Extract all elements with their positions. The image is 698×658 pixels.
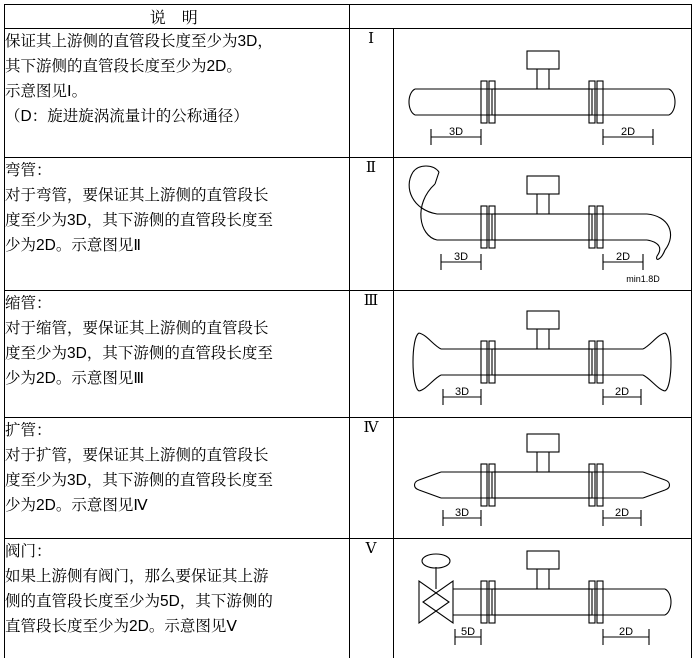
desc-line: 其下游侧的直管段长度至少为2D。: [5, 58, 242, 76]
downstream-length-label: 2D: [619, 626, 634, 638]
row-numeral: [349, 539, 393, 658]
desc-line: 少为2D。示意图见Ⅲ: [5, 370, 145, 388]
row-figure-reducer: [393, 291, 691, 418]
desc-line: 弯管：: [5, 162, 52, 179]
figure-straight-pipe: [397, 29, 687, 157]
desc-line: 扩管：: [5, 422, 52, 439]
numeral-label: Ⅱ: [365, 160, 377, 176]
desc-line: 度至少为3D，其下游侧的直管段长度至: [5, 472, 273, 490]
row-numeral: [349, 418, 393, 539]
figure-expander-pipe: [397, 418, 687, 538]
upstream-length-label: 3D: [455, 507, 470, 519]
desc-line: （D：旋进旋涡流量计的公称通径）: [5, 108, 249, 126]
desc-line: 少为2D。示意图见Ⅳ: [5, 497, 148, 515]
table-row: [5, 158, 692, 291]
desc-line: 如果上游侧有阀门，那么要保证其上游: [5, 568, 269, 586]
header-figure: [349, 5, 692, 29]
upstream-length-label: 5D: [461, 626, 476, 638]
desc-line: 保证其上游侧的直管段长度至少为3D，: [5, 33, 273, 50]
figure-elbow-pipe: [397, 158, 687, 290]
row-figure-valve: [393, 539, 691, 658]
desc-line: 阀门：: [5, 543, 52, 560]
min-radius-label: min1.8D: [626, 274, 661, 284]
installation-requirements-table: [4, 4, 692, 658]
row-description: [5, 158, 350, 291]
desc-line: 缩管：: [5, 295, 52, 312]
desc-line: 度至少为3D，其下游侧的直管段长度至: [5, 345, 273, 363]
upstream-length-label: 3D: [454, 251, 469, 263]
row-numeral: [349, 158, 393, 291]
numeral-label: Ⅴ: [365, 541, 377, 557]
downstream-length-label: 2D: [615, 386, 630, 398]
numeral-label: Ⅲ: [363, 293, 379, 309]
table-header-row: [5, 5, 692, 29]
figure-valve-pipe: [397, 539, 687, 658]
row-figure-elbow: [393, 158, 691, 291]
table-row: [5, 291, 692, 418]
header-description: 说 明: [5, 5, 350, 29]
downstream-length-label: 2D: [621, 126, 636, 138]
upstream-length-label: 3D: [449, 126, 464, 138]
desc-line: 示意图见Ⅰ。: [5, 83, 88, 101]
figure-reducer-pipe: [397, 291, 687, 417]
desc-line: 对于弯管，要保证其上游侧的直管段长: [5, 187, 269, 205]
numeral-label: Ⅰ: [368, 31, 374, 47]
row-description: [5, 29, 350, 158]
desc-line: 直管段长度至少为2D。示意图见Ⅴ: [5, 618, 237, 636]
row-figure-straight: [393, 29, 691, 158]
table-row: [5, 539, 692, 658]
numeral-label: Ⅳ: [363, 420, 379, 436]
desc-line: 对于缩管，要保证其上游侧的直管段长: [5, 320, 269, 338]
upstream-length-label: 3D: [455, 386, 470, 398]
desc-line: 度至少为3D，其下游侧的直管段长度至: [5, 212, 273, 230]
table-row: [5, 29, 692, 158]
row-figure-expander: [393, 418, 691, 539]
downstream-length-label: 2D: [616, 251, 631, 263]
desc-line: 对于扩管，要保证其上游侧的直管段长: [5, 447, 269, 465]
row-numeral: [349, 29, 393, 158]
table-row: [5, 418, 692, 539]
desc-line: 侧的直管段长度至少为5D，其下游侧的: [5, 593, 273, 611]
downstream-length-label: 2D: [615, 507, 630, 519]
row-description: [5, 539, 350, 658]
row-numeral: [349, 291, 393, 418]
desc-line: 少为2D。示意图见Ⅱ: [5, 237, 141, 255]
row-description: [5, 418, 350, 539]
row-description: [5, 291, 350, 418]
